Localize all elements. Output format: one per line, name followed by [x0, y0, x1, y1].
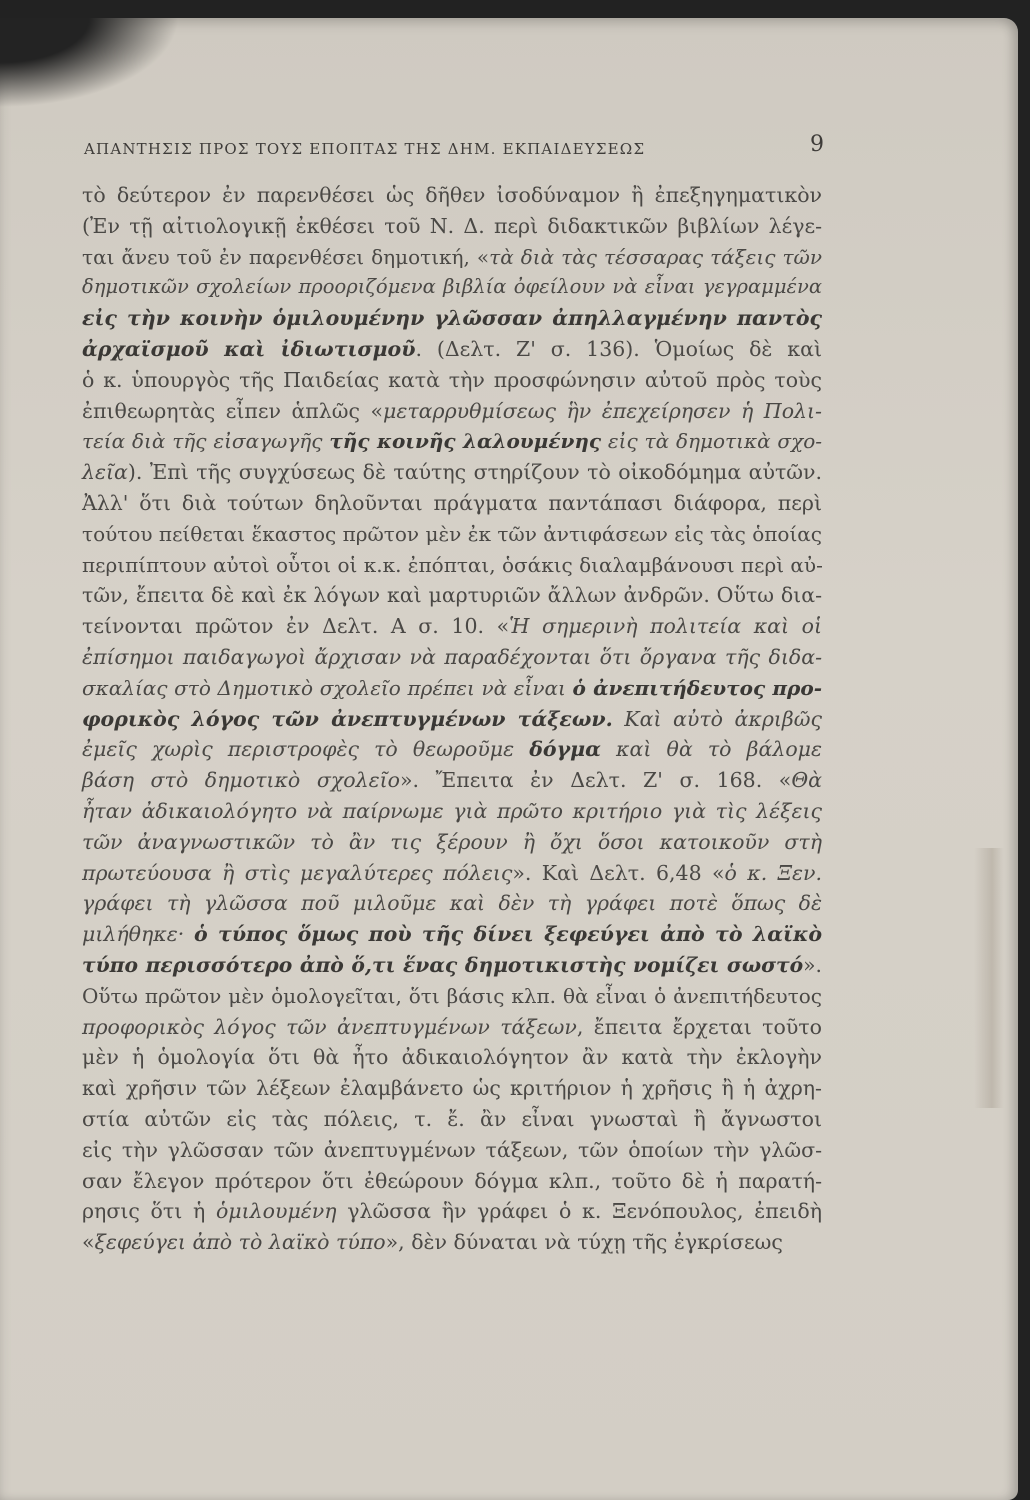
text-segment: τύπο περισσότερο ἀπὸ ὅ,τι ἕνας δημοτικιστὴς νομίζει σωστό	[82, 952, 804, 977]
text-segment: σαν ἔλεγον πρότερον ὅτι ἐθεώρουν δόγμα κλπ., τοῦτο δὲ ἡ παρατή-	[82, 1168, 822, 1193]
text-line	[82, 365, 822, 396]
text-segment: ται ἄνευ τοῦ ἐν παρενθέσει δημοτική, «	[82, 244, 490, 269]
text-segment: ξεφεύγει ἀπὸ τὸ λαϊκὸ τύπο	[94, 1230, 386, 1255]
text-segment: », δὲν δύναται νὰ τύχῃ τῆς ἐγκρίσεως	[385, 1230, 783, 1255]
text-segment: ρησις ὅτι ἡ	[82, 1199, 216, 1224]
text-segment: μὲν ἡ ὁμολογία ὅτι θὰ ἦτο ἀδικαιολόγητον ἂν κατὰ τὴν ἐκλογὴν	[82, 1045, 822, 1070]
text-segment: τῆς κοινῆς λαλουμένης	[329, 429, 602, 454]
text-segment: ὁ ἀνεπιτήδευτος προ-	[572, 675, 822, 700]
text-line	[82, 1196, 822, 1227]
text-segment: βάση στὸ δημοτικὸ σχολεῖο	[82, 768, 400, 793]
text-segment: ». Ἔπειτα ἐν Δελτ. Ζ' σ. 168. «	[399, 768, 792, 793]
text-segment: τῶν, ἔπειτα δὲ καὶ ἐκ λόγων καὶ μαρτυριῶν ἄλλων ἀνδρῶν. Οὕτω δια-	[82, 583, 822, 608]
text-segment: καὶ χρῆσιν τῶν λέξεων ἐλαμβάνετο ὡς κριτήριον ἡ χρῆσις ἢ ἡ ἀχρη-	[82, 1076, 822, 1101]
text-line	[82, 211, 822, 242]
text-line	[82, 1104, 822, 1135]
text-line	[82, 303, 822, 334]
text-segment: . (Δελτ. Ζ' σ. 136). Ὁμοίως δὲ καὶ	[415, 336, 822, 361]
text-segment: δημοτικῶν σχολείων προοριζόμενα βιβλία ὀφείλουν νὰ εἶναι γεγραμμένα	[82, 275, 822, 299]
page-number: 9	[810, 132, 824, 157]
text-segment: εἰς τὰ δημοτικὰ σχο-	[601, 429, 822, 454]
text-segment: ). Ἐπὶ τῆς συγχύσεως δὲ ταύτης στηρίζουν τὸ οἰκοδόμημα αὐτῶν.	[127, 460, 822, 485]
text-line	[82, 519, 822, 550]
text-line	[82, 673, 822, 704]
text-segment: τούτου πείθεται ἕκαστος πρῶτον μὲν ἐκ τῶν ἀντιφάσεων εἰς τὰς ὁποίας	[82, 521, 822, 546]
text-segment: ἀρχαϊσμοῦ καὶ ἰδιωτισμοῦ	[82, 336, 416, 361]
text-segment: περιπίπτουν αὐτοὶ οὗτοι οἱ κ.κ. ἐπόπται, ὁσάκις διαλαμβάνουσι περὶ αὐ-	[82, 552, 823, 577]
text-line	[82, 334, 822, 365]
text-line	[82, 550, 822, 581]
text-line	[82, 611, 822, 642]
text-segment: Ἀλλ' ὅτι διὰ τούτων δηλοῦνται πράγματα παντάπασι διάφορα, περὶ	[82, 490, 822, 515]
text-segment: (Ἐν τῇ αἰτιολογικῇ ἐκθέσει τοῦ Ν. Δ. περὶ διδακτικῶν βιβλίων λέγε-	[82, 213, 822, 238]
text-segment: ἐπιθεωρητὰς εἶπεν ἁπλῶς «	[82, 398, 384, 423]
running-title: ΑΠΑΝΤΗΣΙΣ ΠΡΟΣ ΤΟΥΣ ΕΠΟΠΤΑΣ ΤΗΣ ΔΗΜ. ΕΚΠΑΙΔΕΥΣΕΩΣ	[84, 140, 646, 158]
text-segment: τείνονται πρῶτον ἐν Δελτ. Α σ. 10. «	[82, 614, 510, 639]
text-line	[82, 457, 822, 488]
text-segment: λεῖα	[82, 460, 128, 485]
text-line	[82, 827, 822, 858]
text-line	[82, 981, 822, 1012]
text-segment: ἐπίσημοι παιδαγωγοὶ ἄρχισαν νὰ παραδέχονται ὅτι ὄργανα τῆς διδα-	[82, 644, 822, 669]
text-segment: Καὶ αὐτὸ ἀκριβῶς	[612, 706, 822, 731]
text-segment: καὶ θὰ τὸ βάλομε	[600, 737, 822, 762]
text-line	[82, 488, 822, 519]
text-segment: πρωτεύουσα ἢ στὶς μεγαλύτερες πόλεις	[82, 860, 513, 885]
text-line	[82, 1073, 822, 1104]
text-segment: στία αὐτῶν εἰς τὰς πόλεις, τ. ἔ. ἂν εἶναι γνωσταὶ ἢ ἄγνωστοι	[82, 1106, 822, 1131]
text-segment: , ἔπειτα ἔρχεται τοῦτο	[576, 1014, 822, 1039]
body-text	[82, 180, 822, 1258]
text-line	[82, 888, 822, 919]
text-segment: τῶν ἀναγνωστικῶν τὸ ἂν τις ξέρουν ἢ ὄχι ὅσοι κατοικοῦν στὴ	[82, 829, 822, 854]
text-segment: μεταρρυθμίσεως ἣν ἐπεχείρησεν ἡ Πολι-	[383, 398, 822, 423]
text-line	[82, 1135, 822, 1166]
text-segment: Θὰ	[791, 768, 823, 793]
text-line	[82, 426, 822, 457]
text-line	[82, 1166, 822, 1197]
text-segment: ».	[803, 952, 822, 977]
text-line	[82, 734, 822, 765]
page-header	[84, 126, 824, 166]
text-segment: ἐμεῖς χωρὶς περιστροφὲς τὸ θεωροῦμε	[82, 737, 530, 762]
text-line	[82, 642, 822, 673]
text-segment: ὁ κ. ὑπουργὸς τῆς Παιδείας κατὰ τὴν προσφώνησιν αὐτοῦ πρὸς τοὺς	[82, 367, 822, 392]
text-segment: ὁμιλουμένη	[215, 1199, 337, 1224]
text-line	[82, 242, 822, 273]
text-segment: «	[82, 1230, 95, 1255]
text-segment: μιλήθηκε·	[82, 922, 194, 947]
text-segment: γράφει τὴ γλῶσσα ποῦ μιλοῦμε καὶ δὲν τὴ γράφει ποτὲ ὅπως δὲ	[82, 891, 822, 916]
text-segment: Οὕτω πρῶτον μὲν ὁμολογεῖται, ὅτι βάσις κλπ. θὰ εἶναι ὁ ἀνεπιτήδευτος	[82, 983, 822, 1008]
text-segment: φορικὸς λόγος τῶν ἀνεπτυγμένων τάξεων.	[82, 706, 613, 731]
text-line	[82, 704, 822, 735]
text-line	[82, 919, 822, 950]
text-segment: προφορικὸς λόγος τῶν ἀνεπτυγμένων τάξεων	[82, 1014, 577, 1039]
text-line	[82, 180, 822, 211]
text-line	[82, 950, 822, 981]
text-segment: τὰ διὰ τὰς τέσσαρας τάξεις τῶν	[489, 244, 822, 269]
text-line	[82, 796, 822, 827]
text-line	[82, 396, 822, 427]
text-segment: Ἡ σημερινὴ πολιτεία καὶ οἱ	[509, 614, 822, 639]
text-segment: εἰς τὴν κοινὴν ὁμιλουμένην γλῶσσαν ἀπηλλαγμένην παντὸς	[82, 306, 822, 331]
text-segment: ἦταν ἀδικαιολόγητο νὰ παίρνωμε γιὰ πρῶτο κριτήριο γιὰ τὶς λέξεις	[82, 798, 822, 823]
text-line	[82, 858, 822, 889]
text-segment: δόγμα	[529, 737, 601, 762]
text-line	[82, 580, 822, 611]
text-segment: ». Καὶ Δελτ. 6,48 «	[512, 860, 725, 885]
text-line	[82, 1012, 822, 1043]
text-line	[82, 765, 822, 796]
text-line	[82, 1042, 822, 1073]
text-segment: ὁ κ. Ξεν.	[724, 860, 822, 885]
text-line	[82, 272, 822, 303]
text-line	[82, 1227, 822, 1258]
text-segment: ὁ τύπος ὅμως ποὺ τῆς δίνει ξεφεύγει ἀπὸ τὸ λαϊκὸ	[193, 922, 822, 947]
text-segment: τεία διὰ τῆς εἰσαγωγῆς	[82, 429, 330, 454]
text-segment: εἰς τὴν γλῶσσαν τῶν ἀνεπτυγμένων τάξεων, τῶν ὁποίων τὴν γλῶσ-	[82, 1137, 822, 1162]
text-segment: γλῶσσα ἣν γράφει ὁ κ. Ξενόπουλος, ἐπειδὴ	[336, 1199, 822, 1224]
text-segment: σκαλίας στὸ Δημοτικὸ σχολεῖο πρέπει νὰ εἶναι	[82, 675, 573, 700]
text-segment: τὸ δεύτερον ἐν παρενθέσει ὡς δῆθεν ἰσοδύναμον ἢ ἐπεξηγηματικὸν	[82, 183, 822, 207]
